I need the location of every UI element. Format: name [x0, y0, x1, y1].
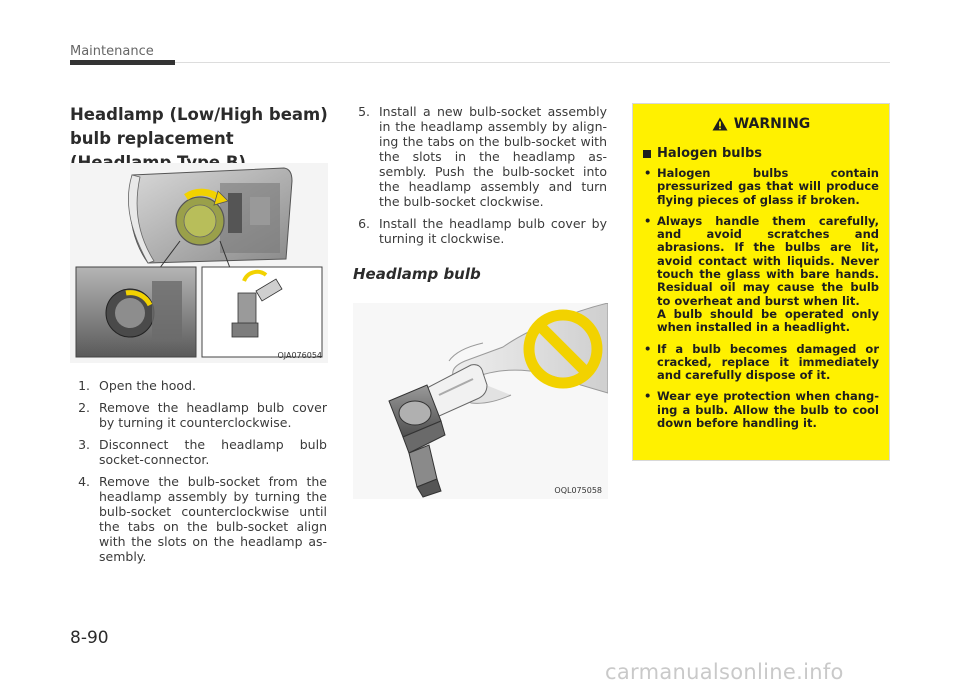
- headlamp-assembly-figure: [70, 163, 328, 363]
- step-number: 1.: [78, 378, 90, 393]
- step-number: 4.: [78, 474, 90, 489]
- warning-title: [643, 116, 879, 132]
- figure-code: OQL075058: [554, 486, 602, 495]
- warning-item-text: Halogen bulbs contain pressurized gas that will produce flying pieces of glass if broken.: [657, 166, 879, 207]
- headlamp-assembly-illustration: [70, 163, 328, 363]
- steps-list-left: [75, 378, 327, 571]
- subheading: Headlamp bulb: [353, 265, 481, 283]
- step-number: 2.: [78, 400, 90, 415]
- page-title: Headlamp (Low/High beam) bulb replacement: [70, 105, 328, 148]
- square-bullet-icon: [643, 150, 651, 158]
- bullet-icon: •: [644, 166, 652, 180]
- step-text: Install the headlamp bulb cover by turning it clockwise.: [379, 216, 607, 246]
- step-item: [75, 378, 327, 393]
- watermark: carmanualsonline.info: [605, 660, 844, 684]
- warning-item: [643, 343, 879, 383]
- step-item: [75, 400, 327, 430]
- page-number: 8-90: [70, 628, 109, 648]
- bullet-icon: •: [644, 213, 652, 228]
- step-item: [75, 474, 327, 564]
- warning-box: [632, 103, 890, 461]
- warning-title-text: WARNING: [733, 116, 811, 132]
- header-rule: [175, 62, 890, 63]
- step-text: Remove the headlamp bulb cover by turning it counterclockwise.: [99, 400, 327, 430]
- bullet-icon: •: [644, 389, 652, 404]
- step-item: [355, 216, 607, 246]
- warning-item-text: Wear eye protection when chang-ing a bulb. Allow the bulb to cool down before handling it.: [657, 389, 879, 431]
- step-item: [75, 437, 327, 467]
- hand-holding-bulb-illustration: [353, 303, 608, 499]
- section-header: Maintenance: [70, 44, 154, 59]
- warning-item: [643, 215, 879, 335]
- bullet-icon: •: [644, 341, 652, 356]
- steps-list-right: [355, 104, 607, 253]
- warning-triangle-icon: [712, 117, 728, 131]
- warning-item: [643, 167, 879, 207]
- step-number: 3.: [78, 437, 90, 452]
- step-text: Remove the bulb-socket from the headlamp assembly by turning the bulb-socket counterclockwise until the tabs on the bulb-socket align with the slots on the headlamp as-sembly.: [99, 474, 327, 564]
- step-number: 6.: [358, 216, 370, 231]
- warning-list: [643, 167, 879, 430]
- warning-subtitle: [643, 146, 879, 161]
- step-item: [355, 104, 607, 209]
- headlamp-bulb-figure: [353, 303, 608, 499]
- warning-item: [643, 390, 879, 430]
- step-number: 5.: [358, 104, 370, 119]
- warning-item-text: Always handle them carefully, and avoid scratches and abrasions. If the bulbs are lit, avoid contact with liquids. Never touch the glass with bare hands. Residual oil may cause the bulb to overheat and burst when lit.: [657, 213, 879, 308]
- step-text: Install a new bulb-socket assembly in the headlamp assembly by align-ing the tabs on the bulb-socket with the slots in the headlamp as-sembly. Push the bulb-socket into the headlamp assembly and turn the bulb-socket clockwise.: [379, 104, 607, 209]
- step-text: Open the hood.: [99, 378, 196, 393]
- warning-subtitle-text: Halogen bulbs: [657, 146, 763, 161]
- figure-code: OJA076054: [277, 351, 322, 360]
- header-bar: [70, 60, 175, 65]
- warning-item-text: If a bulb becomes damaged or cracked, replace it immediately and carefully dispose of it.: [657, 341, 879, 383]
- step-text: Disconnect the headlamp bulb socket-connector.: [99, 437, 327, 467]
- warning-item-text-2: A bulb should be operated only when installed in a headlight.: [657, 306, 879, 335]
